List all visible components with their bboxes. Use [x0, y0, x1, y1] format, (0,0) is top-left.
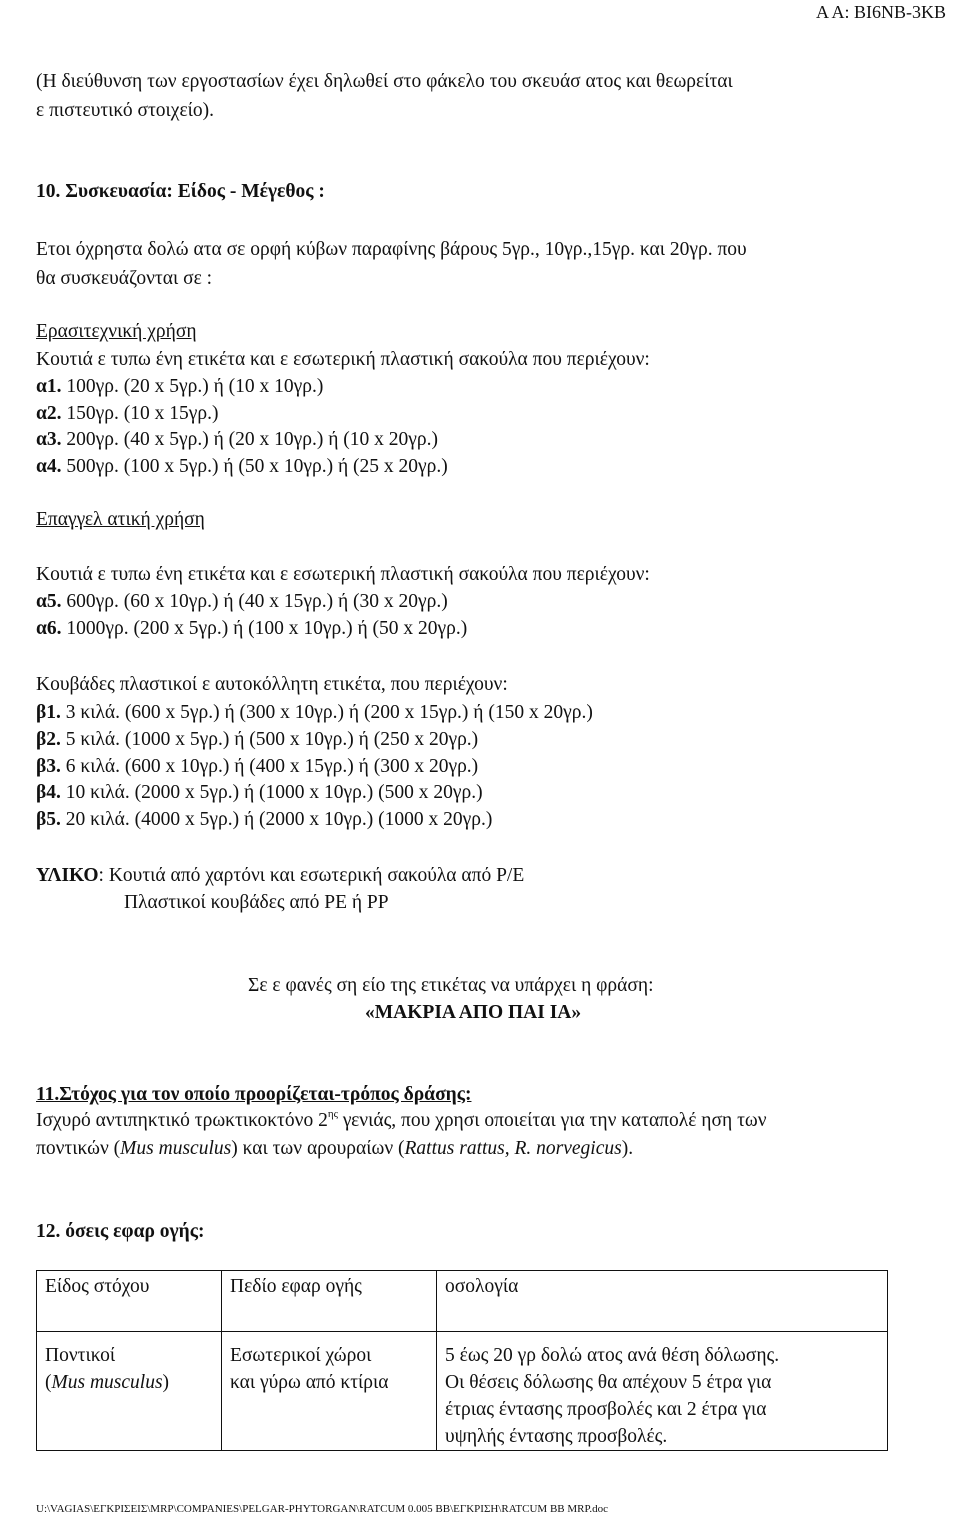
item-text: 500γρ. (100 x 5γρ.) ή (50 x 10γρ.) ή (25 x 20γρ.) — [61, 456, 448, 477]
header-dosage: οσολογία — [437, 1271, 888, 1332]
item-code: α2. — [36, 403, 62, 424]
cell-line: Οι θέσεις δόλωσης θα απέχουν 5 έτρα για — [445, 1372, 772, 1393]
cell-target — [37, 1332, 222, 1451]
text-part: ποντικών ( — [36, 1138, 121, 1159]
material-label: ΥΛΙΚΟ — [36, 865, 99, 886]
package-item-a6 — [36, 617, 467, 641]
table-row — [37, 1332, 888, 1451]
section-11-text-2 — [36, 1137, 633, 1161]
cell-line: Εσωτερικοί χώροι — [230, 1345, 372, 1366]
section-10-heading: 10. Συσκευασία: Είδος - Μέγεθος : — [36, 181, 325, 202]
section-11-text-1b: γενιάς, που χρησι οποιείται για την καταπολέ ηση των — [337, 1110, 767, 1131]
cell-line: έτριας έντασης προσβολές και 2 έτρα για — [445, 1399, 767, 1420]
intro-line-1: (Η διεύθυνση των εργοστασίων έχει δηλωθεί στο φάκελο του σκευάσ ατος και θεωρείται — [36, 71, 733, 92]
professional-use-title: Επαγγελ ατική χρήση — [36, 509, 205, 530]
item-text: 1000γρ. (200 x 5γρ.) ή (100 x 10γρ.) ή (50 x 20γρ.) — [61, 618, 468, 639]
section-11-heading — [36, 1083, 471, 1107]
item-code: α1. — [36, 376, 62, 397]
cell-dosage — [437, 1332, 888, 1451]
material-text: : Κουτιά από χαρτόνι και εσωτερική σακούλα από Ρ/Ε — [98, 865, 525, 886]
section-12-heading: 12. όσεις εφαρ ογής: — [36, 1221, 205, 1242]
cell-line: υψηλής έντασης προσβολές. — [445, 1426, 668, 1447]
package-item-a1 — [36, 375, 323, 399]
species-mus-musculus: Mus musculus — [120, 1138, 232, 1159]
item-code: β1. — [36, 702, 61, 723]
section-11-text-1 — [36, 1109, 767, 1133]
cell-line: Ποντικοί — [45, 1345, 116, 1366]
section-11-heading-text: 11.Στόχος για τον οποίο προορίζεται-τρόπος δράσης: — [36, 1084, 472, 1105]
item-text: 5 κιλά. (1000 x 5γρ.) ή (500 x 10γρ.) ή (250 x 20γρ.) — [60, 729, 479, 750]
item-text: 20 κιλά. (4000 x 5γρ.) ή (2000 x 10γρ.) (1000 x 20γρ.) — [60, 809, 493, 830]
cell-line: 5 έως 20 γρ δολώ ατος ανά θέση δόλωσης. — [445, 1345, 780, 1366]
species-mus-musculus: Mus musculus — [51, 1372, 163, 1393]
item-code: β4. — [36, 782, 61, 803]
ordinal-suffix: ης — [327, 1108, 338, 1120]
header-application-field: Πεδίο εφαρ ογής — [222, 1271, 437, 1332]
label-notice-phrase: «ΜΑΚΡΙΑ ΑΠΟ ΠΑΙ ΙΑ» — [365, 1002, 582, 1023]
item-code: β3. — [36, 756, 61, 777]
intro-line-2: ε πιστευτικό στοιχείο). — [36, 100, 215, 121]
cell-application-field — [222, 1332, 437, 1451]
package-item-b1 — [36, 701, 593, 725]
cell-line: και γύρω από κτίρια — [230, 1372, 389, 1393]
item-text: 600γρ. (60 x 10γρ.) ή (40 x 15γρ.) ή (30 x 20γρ.) — [61, 591, 448, 612]
header-target-type: Είδος στόχου — [37, 1271, 222, 1332]
buckets-description: Κουβάδες πλαστικοί ε αυτοκόλλητη ετικέτα, που περιέχουν: — [36, 674, 508, 695]
species-rattus: Rattus rattus, R. norvegicus — [404, 1138, 622, 1159]
document-reference: Α Α: BI6NB-3KB — [815, 2, 946, 22]
item-code: α3. — [36, 429, 62, 450]
package-item-a4 — [36, 455, 448, 479]
item-code: β2. — [36, 729, 61, 750]
material-line-1 — [36, 864, 524, 888]
item-text: 6 κιλά. (600 x 10γρ.) ή (400 x 15γρ.) ή (300 x 20γρ.) — [60, 756, 479, 777]
item-code: α4. — [36, 456, 62, 477]
item-text: 100γρ. (20 x 5γρ.) ή (10 x 10γρ.) — [61, 376, 324, 397]
package-item-b4 — [36, 781, 483, 805]
item-code: β5. — [36, 809, 61, 830]
section-10-text-2: θα συσκευάζονται σε : — [36, 268, 213, 289]
item-text: 3 κιλά. (600 x 5γρ.) ή (300 x 10γρ.) ή (200 x 15γρ.) ή (150 x 20γρ.) — [60, 702, 593, 723]
package-item-b2 — [36, 728, 478, 752]
package-item-a3 — [36, 428, 438, 452]
package-item-b5 — [36, 808, 492, 832]
text-part: ). — [621, 1138, 634, 1159]
table-header-row — [37, 1271, 888, 1332]
professional-use-description: Κουτιά ε τυπω ένη ετικέτα και ε εσωτερική πλαστική σακούλα που περιέχουν: — [36, 564, 650, 585]
item-text: 200γρ. (40 x 5γρ.) ή (20 x 10γρ.) ή (10 x 20γρ.) — [61, 429, 439, 450]
application-dose-table — [36, 1270, 888, 1451]
package-item-a2 — [36, 402, 218, 426]
footer-file-path: U:\VAGIAS\ΕΓΚΡΙΣΕΙΣ\MRP\COMPANIES\PELGAR-PHYTORGAN\RATCUM 0.005 BB\ΕΓΚΡΙΣΗ\RATCUM BB MRP.doc — [36, 1503, 609, 1515]
item-code: α6. — [36, 618, 62, 639]
label-notice-text: Σε ε φανές ση είο της ετικέτας να υπάρχει η φράση: — [248, 975, 654, 996]
amateur-use-title: Ερασιτεχνική χρήση — [36, 321, 197, 342]
material-line-2: Πλαστικοί κουβάδες από PE ή PP — [124, 892, 389, 913]
section-11-text-1a: Ισχυρό αντιπηκτικό τρωκτικοκτόνο 2 — [36, 1110, 328, 1131]
item-text: 150γρ. (10 x 15γρ.) — [61, 403, 219, 424]
package-item-a5 — [36, 590, 448, 614]
item-code: α5. — [36, 591, 62, 612]
package-item-b3 — [36, 755, 478, 779]
cell-line: (Mus musculus) — [45, 1372, 170, 1393]
amateur-use-description: Κουτιά ε τυπω ένη ετικέτα και ε εσωτερική πλαστική σακούλα που περιέχουν: — [36, 349, 650, 370]
section-10-text-1: Ετοι όχρηστα δολώ ατα σε ορφή κύβων παραφίνης βάρους 5γρ., 10γρ.,15γρ. και 20γρ. που — [36, 239, 747, 260]
text-part: ) και των αρουραίων ( — [231, 1138, 405, 1159]
item-text: 10 κιλά. (2000 x 5γρ.) ή (1000 x 10γρ.) (500 x 20γρ.) — [60, 782, 483, 803]
